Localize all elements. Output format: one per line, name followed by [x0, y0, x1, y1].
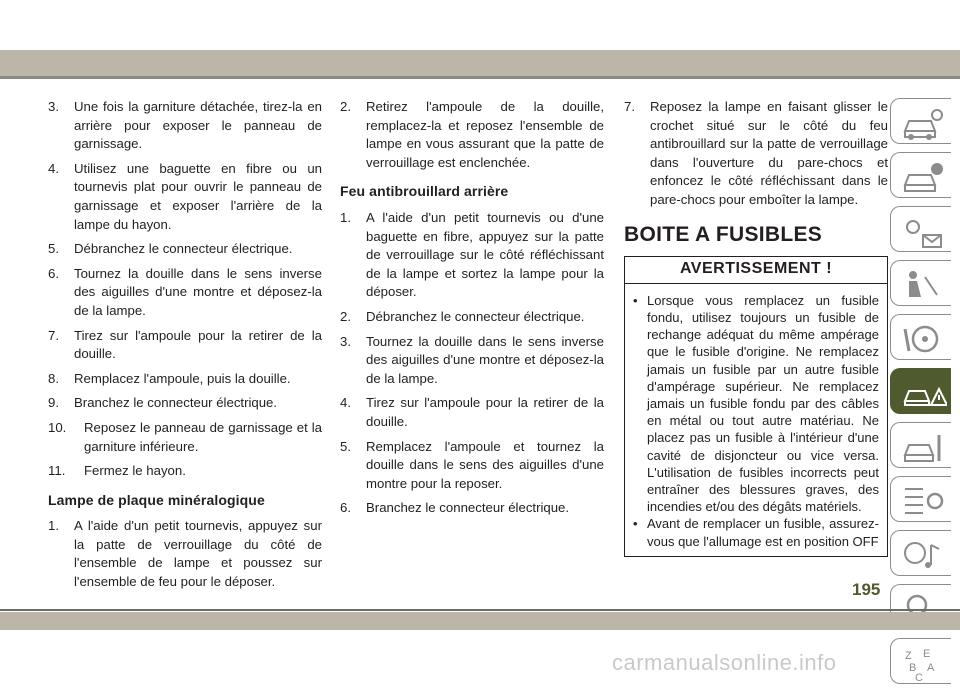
item-text: Reposez le panneau de garnissage et la garniture inférieure. [84, 419, 322, 454]
svg-text:Z: Z [905, 650, 912, 662]
header-rule [0, 76, 960, 79]
bullet-dot: • [633, 292, 638, 308]
item-text: Remplacez l'ampoule et tournez la douille dans le sens des aiguilles d'une montre pour la reposer. [366, 438, 604, 491]
list-item [48, 265, 322, 321]
chapter-tab[interactable] [890, 638, 951, 684]
item-text: Utilisez une baguette en fibre ou un tournevis plat pour ouvrir le panneau de garnissage et exposer l'arrière de la lampe du hayon. [74, 160, 322, 232]
chapter-tab[interactable] [890, 206, 951, 252]
item-number: 4. [48, 160, 59, 176]
svg-text:C: C [915, 672, 923, 681]
item-text: A l'aide d'un petit tournevis ou d'une baguette en fibre, appuyez sur la patte de verrouillage sur le côté réfléchissant de la lampe et sortez la lampe pour la déposer. [366, 209, 604, 300]
maintenance-icon [901, 429, 947, 465]
list-item [48, 240, 322, 259]
item-text: Débranchez le connecteur électrique. [366, 308, 585, 324]
list-item [624, 98, 888, 210]
item-number: 9. [48, 395, 59, 411]
list-item [340, 333, 604, 389]
languages-icon [901, 645, 947, 681]
list-item [48, 517, 322, 591]
item-text: Tirez sur l'ampoule pour la retirer de la douille. [74, 327, 322, 362]
item-number: 10. [48, 419, 67, 435]
bullet-dot: • [633, 516, 638, 532]
item-text: Reposez la lampe en faisant glisser le crochet situé sur le côté du feu antibrouillard sur la patte de verrouillage dans l'ouverture du pare-chocs et enfoncez le côté réfléchissant dans le pare-chocs pour emboîter la lampe. [650, 99, 888, 207]
item-text: Une fois la garniture détachée, tirez-la en arrière pour exposer le panneau de garnissage. [74, 99, 322, 152]
section-title: BOITE A FUSIBLES [624, 222, 823, 246]
watermark: carmanualsonline.info [612, 650, 837, 675]
item-text: Branchez le connecteur électrique. [74, 395, 278, 411]
item-text: Tournez la douille dans le sens inverse des aiguilles d'une montre et déposez-la de la lampe. [366, 333, 604, 386]
item-text: Fermez le hayon. [84, 463, 186, 479]
chapter-tab[interactable] [890, 368, 951, 414]
item-number: 4. [340, 395, 351, 411]
list-item [340, 438, 604, 494]
item-number: 2. [340, 99, 351, 114]
item-number: 3. [48, 99, 59, 114]
list-item [48, 160, 322, 234]
chapter-tabs [888, 98, 960, 692]
column-3 [624, 98, 888, 557]
item-number: 11. [48, 463, 66, 479]
car-info-icon [901, 105, 947, 141]
page-number: 195 [852, 580, 881, 599]
list-item [340, 209, 604, 302]
list-item [340, 98, 604, 172]
item-number: 6. [48, 265, 59, 281]
item-number: 1. [48, 518, 59, 534]
warning-lights-icon [901, 213, 947, 249]
subheading-rear-fog: Feu antibrouillard arrière [340, 183, 509, 200]
warning-title: AVERTISSEMENT ! [625, 257, 887, 284]
header-band [0, 50, 960, 76]
item-text: Tournez la douille dans le sens inverse des aiguilles d'une montre et déposez-la de la lampe. [74, 265, 322, 318]
item-number: 8. [48, 370, 59, 386]
item-text: A l'aide d'un petit tournevis, appuyez sur la patte de verrouillage du côté de l'ensemble de lampe et poussez sur l'ensemble de feu pour le déposer. [74, 518, 322, 590]
list-item [48, 394, 322, 413]
item-number: 6. [340, 500, 351, 516]
svg-text:A: A [927, 662, 935, 674]
warning-box [624, 256, 888, 557]
list-item [48, 370, 322, 389]
chapter-tab[interactable] [890, 152, 951, 198]
list-item [48, 327, 322, 364]
item-text: Débranchez le connecteur électrique. [74, 241, 293, 257]
chapter-tab[interactable] [890, 260, 951, 306]
item-text: Retirez l'ampoule de la douille, remplacez-la et reposez l'ensemble de lampe en vous assurant que la patte de verrouillage est enclenchée. [366, 99, 604, 170]
chapter-tab[interactable] [890, 476, 951, 522]
list-item [48, 98, 322, 154]
list-item [48, 419, 322, 456]
multimedia-icon [901, 537, 947, 573]
chapter-tab[interactable] [890, 422, 951, 468]
car-safety-icon [901, 159, 947, 195]
subheading-plate-lamp: Lampe de plaque minéralogique [48, 491, 265, 508]
bullet-text: Lorsque vous remplacez un fusible fondu, utilisez toujours un fusible de rechange adéquat du même ampérage que le fusible d'origine. Ne remplacez jamais un fusible par un autre fusible d'ampérage supérieur. Ne remplacez jamais un fusible fondu par des câbles en métal ou tout autre matériau. Ne placez pas un fusible à l'intérieur d'une cavité de disjoncteur ou vice versa. L'utilisation de fusibles incorrects peut entraîner des blessures graves, des incendies et/ou des dégâts matériels. [647, 292, 879, 515]
item-text: Branchez le connecteur électrique. [366, 500, 570, 516]
item-number: 2. [340, 308, 351, 324]
footer-rule [0, 609, 960, 611]
item-number: 3. [340, 333, 351, 349]
bullet-text: Avant de remplacer un fusible, assurez-vous que l'allumage est en position OFF [647, 516, 879, 549]
list-item [340, 499, 604, 518]
item-number: 1. [340, 209, 351, 225]
warning-bullet [633, 292, 879, 516]
item-number: 5. [340, 438, 351, 454]
chapter-tab[interactable] [890, 530, 951, 576]
list-item [340, 394, 604, 431]
list-item [340, 308, 604, 327]
item-number: 5. [48, 241, 59, 257]
chapter-tab[interactable] [890, 314, 951, 360]
item-text: Remplacez l'ampoule, puis la douille. [74, 370, 291, 386]
footer-band [0, 612, 960, 630]
airbag-icon [901, 267, 947, 303]
column-2 [340, 98, 604, 524]
emergency-icon [901, 375, 947, 411]
list-item [48, 462, 322, 481]
warning-bullet [633, 515, 879, 549]
chapter-tab[interactable] [890, 98, 951, 144]
svg-text:E: E [923, 648, 931, 660]
column-1 [48, 98, 322, 598]
item-number: 7. [48, 327, 59, 343]
specifications-icon [901, 483, 947, 519]
item-number: 7. [624, 99, 635, 114]
svg-text:B: B [909, 662, 917, 674]
steering-wheel-icon [901, 321, 947, 357]
warning-body [625, 284, 887, 556]
item-text: Tirez sur l'ampoule pour la retirer de la douille. [366, 395, 604, 429]
